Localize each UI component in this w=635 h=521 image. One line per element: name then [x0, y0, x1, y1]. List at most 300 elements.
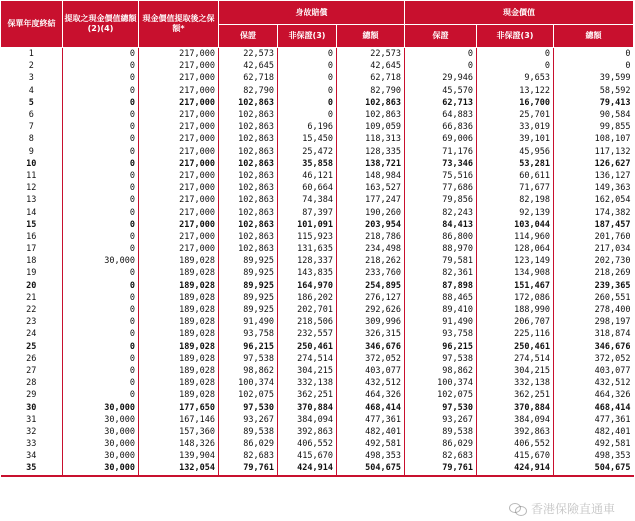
- table-row: [1, 231, 634, 243]
- table-row: [1, 133, 634, 145]
- table-row: [1, 219, 634, 231]
- cell-db-guaranteed: 102,863: [219, 133, 278, 145]
- cell-cv-non-guaranteed: 0: [477, 48, 554, 61]
- cell-cv-guaranteed: 87,898: [405, 280, 477, 292]
- cell-withdrawal: 0: [63, 72, 139, 84]
- cell-year: 4: [28, 85, 34, 96]
- cell-year: 28: [26, 378, 37, 389]
- cell-cv-total: 187,457: [554, 219, 634, 231]
- cell-year: 2: [28, 61, 34, 72]
- cell-cv-non-guaranteed: 71,677: [477, 182, 554, 194]
- cell-db-total: 464,326: [337, 389, 405, 401]
- cell-db-total: 42,645: [337, 60, 405, 72]
- table-row: [1, 377, 634, 389]
- cell-sum-assured: 189,028: [139, 267, 219, 279]
- cell-db-guaranteed: 89,925: [219, 280, 278, 292]
- cell-db-total: 190,260: [337, 206, 405, 218]
- cell-cv-guaranteed: 100,374: [405, 377, 477, 389]
- cell-db-non-guaranteed: 35,858: [278, 158, 337, 170]
- cell-cv-guaranteed: 88,465: [405, 292, 477, 304]
- cell-year: 8: [28, 134, 34, 145]
- cell-db-non-guaranteed: 232,557: [278, 328, 337, 340]
- cell-withdrawal: 0: [63, 60, 139, 72]
- cell-db-non-guaranteed: 362,251: [278, 389, 337, 401]
- cell-withdrawal: 0: [63, 133, 139, 145]
- cell-cv-total: 202,730: [554, 255, 634, 267]
- cell-db-guaranteed: 102,863: [219, 206, 278, 218]
- cell-cv-non-guaranteed: 304,215: [477, 365, 554, 377]
- cell-db-total: 118,313: [337, 133, 405, 145]
- cell-db-total: 203,954: [337, 219, 405, 231]
- cell-cv-non-guaranteed: 39,101: [477, 133, 554, 145]
- cell-db-non-guaranteed: 87,397: [278, 206, 337, 218]
- cell-cv-non-guaranteed: 128,064: [477, 243, 554, 255]
- cell-cv-total: 477,361: [554, 414, 634, 426]
- cell-cv-guaranteed: 82,361: [405, 267, 477, 279]
- cell-year: 29: [26, 390, 37, 401]
- cell-cv-non-guaranteed: 406,552: [477, 438, 554, 450]
- cell-db-total: 218,786: [337, 231, 405, 243]
- cell-year: 33: [26, 439, 37, 450]
- cell-year: 34: [26, 451, 37, 462]
- cell-withdrawal: 0: [63, 182, 139, 194]
- cell-sum-assured: 217,000: [139, 133, 219, 145]
- table-row: [1, 401, 634, 413]
- cell-year: 17: [26, 244, 37, 255]
- cell-db-guaranteed: 102,863: [219, 194, 278, 206]
- table-row: [1, 97, 634, 109]
- cell-withdrawal: 0: [63, 328, 139, 340]
- cell-cv-non-guaranteed: 9,653: [477, 72, 554, 84]
- cell-db-total: 22,573: [337, 48, 405, 61]
- cell-sum-assured: 189,028: [139, 280, 219, 292]
- header-cv-guaranteed: 保證: [405, 25, 477, 48]
- cell-cv-non-guaranteed: 362,251: [477, 389, 554, 401]
- cell-year: 1: [28, 49, 34, 60]
- cell-db-total: 62,718: [337, 72, 405, 84]
- cell-cv-non-guaranteed: 392,863: [477, 426, 554, 438]
- cell-cv-total: 403,077: [554, 365, 634, 377]
- cell-db-total: 128,335: [337, 146, 405, 158]
- cell-withdrawal: 0: [63, 316, 139, 328]
- cell-year: 19: [26, 268, 37, 279]
- cell-db-guaranteed: 86,029: [219, 438, 278, 450]
- cell-db-guaranteed: 102,863: [219, 158, 278, 170]
- cell-db-guaranteed: 89,925: [219, 304, 278, 316]
- cell-cv-guaranteed: 75,516: [405, 170, 477, 182]
- cell-withdrawal: 30,000: [63, 414, 139, 426]
- cell-db-total: 326,315: [337, 328, 405, 340]
- table-row: [1, 85, 634, 97]
- cell-withdrawal: 0: [63, 158, 139, 170]
- cell-cv-guaranteed: 62,713: [405, 97, 477, 109]
- table-row: [1, 170, 634, 182]
- table-row: [1, 365, 634, 377]
- cell-db-non-guaranteed: 15,450: [278, 133, 337, 145]
- cell-withdrawal: 0: [63, 219, 139, 231]
- cell-sum-assured: 132,054: [139, 462, 219, 475]
- cell-cv-non-guaranteed: 45,956: [477, 146, 554, 158]
- cell-db-total: 218,262: [337, 255, 405, 267]
- cell-db-total: 163,527: [337, 182, 405, 194]
- cell-sum-assured: 189,028: [139, 328, 219, 340]
- cell-cv-guaranteed: 82,243: [405, 206, 477, 218]
- cell-db-non-guaranteed: 406,552: [278, 438, 337, 450]
- cell-cv-non-guaranteed: 13,122: [477, 85, 554, 97]
- cell-db-guaranteed: 100,374: [219, 377, 278, 389]
- cell-withdrawal: 0: [63, 97, 139, 109]
- cell-year: 16: [26, 231, 37, 242]
- cell-withdrawal: 0: [63, 48, 139, 61]
- header-db-guaranteed: 保證: [219, 25, 278, 48]
- cell-db-non-guaranteed: 115,923: [278, 231, 337, 243]
- cell-year: 20: [26, 280, 37, 291]
- cell-withdrawal: 30,000: [63, 438, 139, 450]
- cell-db-non-guaranteed: 274,514: [278, 353, 337, 365]
- cell-db-guaranteed: 93,267: [219, 414, 278, 426]
- cell-db-guaranteed: 62,718: [219, 72, 278, 84]
- cell-withdrawal: 30,000: [63, 401, 139, 413]
- cell-cv-guaranteed: 77,686: [405, 182, 477, 194]
- cell-db-non-guaranteed: 424,914: [278, 462, 337, 475]
- cell-withdrawal: 0: [63, 389, 139, 401]
- cell-cv-guaranteed: 93,267: [405, 414, 477, 426]
- cell-cv-guaranteed: 102,075: [405, 389, 477, 401]
- header-sum-assured-after-withdrawal: 現金價值提取後之保額*: [139, 1, 219, 48]
- cell-db-non-guaranteed: 415,670: [278, 450, 337, 462]
- cell-sum-assured: 217,000: [139, 231, 219, 243]
- cell-db-total: 403,077: [337, 365, 405, 377]
- cell-cv-guaranteed: 89,538: [405, 426, 477, 438]
- cell-cv-total: 90,584: [554, 109, 634, 121]
- cell-db-non-guaranteed: 384,094: [278, 414, 337, 426]
- cell-cv-total: 58,592: [554, 85, 634, 97]
- cell-withdrawal: 0: [63, 280, 139, 292]
- header-death-benefit: 身故賠償: [219, 1, 405, 25]
- cell-year: 10: [26, 158, 37, 169]
- cell-sum-assured: 217,000: [139, 121, 219, 133]
- cell-cv-non-guaranteed: 60,611: [477, 170, 554, 182]
- cell-year: 24: [26, 329, 37, 340]
- cell-db-guaranteed: 102,863: [219, 219, 278, 231]
- cell-cv-non-guaranteed: 424,914: [477, 462, 554, 475]
- cell-cv-total: 201,760: [554, 231, 634, 243]
- cell-db-guaranteed: 89,925: [219, 292, 278, 304]
- cell-db-guaranteed: 102,863: [219, 231, 278, 243]
- table-row: [1, 450, 634, 462]
- chat-bubbles-icon: [509, 502, 527, 515]
- cell-cv-total: 464,326: [554, 389, 634, 401]
- cell-withdrawal: 0: [63, 304, 139, 316]
- cell-db-total: 498,353: [337, 450, 405, 462]
- cell-db-total: 254,895: [337, 280, 405, 292]
- table-body: [1, 48, 634, 476]
- cell-cv-guaranteed: 64,883: [405, 109, 477, 121]
- table-header: [1, 1, 634, 48]
- cell-sum-assured: 217,000: [139, 97, 219, 109]
- cell-cv-guaranteed: 82,683: [405, 450, 477, 462]
- cell-sum-assured: 139,904: [139, 450, 219, 462]
- cell-db-guaranteed: 22,573: [219, 48, 278, 61]
- cell-cv-guaranteed: 79,856: [405, 194, 477, 206]
- cell-withdrawal: 0: [63, 194, 139, 206]
- cell-withdrawal: 0: [63, 206, 139, 218]
- cell-db-total: 234,498: [337, 243, 405, 255]
- cell-year: 30: [26, 402, 37, 413]
- header-withdrawal-total: 提取之現金價值總額(2)(4): [63, 1, 139, 48]
- table-row: [1, 414, 634, 426]
- cell-db-total: 468,414: [337, 401, 405, 413]
- cell-cv-non-guaranteed: 274,514: [477, 353, 554, 365]
- cell-db-non-guaranteed: 218,506: [278, 316, 337, 328]
- cell-year: 22: [26, 305, 37, 316]
- cell-cv-guaranteed: 69,006: [405, 133, 477, 145]
- cell-cv-non-guaranteed: 0: [477, 60, 554, 72]
- cell-cv-non-guaranteed: 114,960: [477, 231, 554, 243]
- cell-cv-non-guaranteed: 415,670: [477, 450, 554, 462]
- cell-sum-assured: 148,326: [139, 438, 219, 450]
- cell-cv-non-guaranteed: 206,707: [477, 316, 554, 328]
- cell-year: 35: [1, 462, 63, 475]
- table-row: [1, 316, 634, 328]
- cell-db-guaranteed: 102,863: [219, 109, 278, 121]
- header-policy-year-end: 保單年度終結: [1, 1, 63, 48]
- cell-withdrawal: 0: [63, 341, 139, 353]
- table-row: [1, 328, 634, 340]
- cell-db-total: 138,721: [337, 158, 405, 170]
- table-row: [1, 304, 634, 316]
- cell-db-guaranteed: 89,538: [219, 426, 278, 438]
- cell-cv-non-guaranteed: 16,700: [477, 97, 554, 109]
- cell-db-non-guaranteed: 370,884: [278, 401, 337, 413]
- cell-db-total: 148,984: [337, 170, 405, 182]
- cell-sum-assured: 217,000: [139, 219, 219, 231]
- cell-cv-total: 482,401: [554, 426, 634, 438]
- cell-year: 18: [26, 256, 37, 267]
- cell-db-non-guaranteed: 202,701: [278, 304, 337, 316]
- cell-db-guaranteed: 102,863: [219, 170, 278, 182]
- cell-db-non-guaranteed: 392,863: [278, 426, 337, 438]
- cell-sum-assured: 217,000: [139, 72, 219, 84]
- cell-sum-assured: 217,000: [139, 146, 219, 158]
- cell-cv-total: 346,676: [554, 341, 634, 353]
- cell-db-total: 309,996: [337, 316, 405, 328]
- cell-db-guaranteed: 82,790: [219, 85, 278, 97]
- cell-sum-assured: 217,000: [139, 194, 219, 206]
- cell-cv-total: 0: [554, 60, 634, 72]
- cell-db-non-guaranteed: 0: [278, 60, 337, 72]
- cell-cv-guaranteed: 73,346: [405, 158, 477, 170]
- cell-cv-total: 149,363: [554, 182, 634, 194]
- cell-db-guaranteed: 89,925: [219, 267, 278, 279]
- cell-db-total: 292,626: [337, 304, 405, 316]
- header-cv-total: 總額: [554, 25, 634, 48]
- cell-cv-guaranteed: 0: [405, 60, 477, 72]
- cell-sum-assured: 217,000: [139, 243, 219, 255]
- cell-sum-assured: 217,000: [139, 182, 219, 194]
- cell-cv-non-guaranteed: 134,908: [477, 267, 554, 279]
- cell-db-non-guaranteed: 0: [278, 72, 337, 84]
- cell-cv-total: 136,127: [554, 170, 634, 182]
- cell-db-total: 276,127: [337, 292, 405, 304]
- cell-cv-non-guaranteed: 225,116: [477, 328, 554, 340]
- table-row: [1, 462, 634, 475]
- cell-cv-guaranteed: 98,862: [405, 365, 477, 377]
- cell-cv-guaranteed: 29,946: [405, 72, 477, 84]
- cell-db-guaranteed: 42,645: [219, 60, 278, 72]
- header-db-total: 總額: [337, 25, 405, 48]
- cell-cv-total: 39,599: [554, 72, 634, 84]
- table-row: [1, 206, 634, 218]
- cell-cv-non-guaranteed: 103,044: [477, 219, 554, 231]
- cell-cv-guaranteed: 88,970: [405, 243, 477, 255]
- cell-withdrawal: 30,000: [63, 462, 139, 475]
- cell-db-total: 432,512: [337, 377, 405, 389]
- cell-withdrawal: 30,000: [63, 426, 139, 438]
- cell-year: 32: [26, 426, 37, 437]
- cell-cv-non-guaranteed: 82,198: [477, 194, 554, 206]
- cell-year: 27: [26, 365, 37, 376]
- cell-db-non-guaranteed: 6,196: [278, 121, 337, 133]
- cell-year: 5: [28, 97, 34, 108]
- cell-db-non-guaranteed: 332,138: [278, 377, 337, 389]
- cell-sum-assured: 217,000: [139, 48, 219, 61]
- cell-cv-guaranteed: 89,410: [405, 304, 477, 316]
- cell-db-guaranteed: 91,490: [219, 316, 278, 328]
- cell-db-non-guaranteed: 143,835: [278, 267, 337, 279]
- cell-cv-total: 492,581: [554, 438, 634, 450]
- cell-db-non-guaranteed: 250,461: [278, 341, 337, 353]
- cell-cv-total: 298,197: [554, 316, 634, 328]
- table-row: [1, 182, 634, 194]
- cell-cv-guaranteed: 79,761: [405, 462, 477, 475]
- cell-sum-assured: 167,146: [139, 414, 219, 426]
- cell-db-total: 346,676: [337, 341, 405, 353]
- cell-db-total: 504,675: [337, 462, 405, 475]
- cell-year: 12: [26, 183, 37, 194]
- cell-sum-assured: 189,028: [139, 292, 219, 304]
- cell-year: 31: [26, 414, 37, 425]
- cell-withdrawal: 0: [63, 121, 139, 133]
- cell-withdrawal: 0: [63, 365, 139, 377]
- cell-db-guaranteed: 93,758: [219, 328, 278, 340]
- cell-cv-non-guaranteed: 332,138: [477, 377, 554, 389]
- header-db-non-guaranteed: 非保證(3): [278, 25, 337, 48]
- table-row: [1, 72, 634, 84]
- cell-db-total: 177,247: [337, 194, 405, 206]
- cell-db-total: 109,059: [337, 121, 405, 133]
- table-row: [1, 60, 634, 72]
- cell-db-non-guaranteed: 131,635: [278, 243, 337, 255]
- cell-cv-total: 126,627: [554, 158, 634, 170]
- cell-sum-assured: 189,028: [139, 341, 219, 353]
- cell-db-non-guaranteed: 60,664: [278, 182, 337, 194]
- cell-year: 6: [28, 110, 34, 121]
- cell-withdrawal: 0: [63, 353, 139, 365]
- cell-db-guaranteed: 97,530: [219, 401, 278, 413]
- cell-cv-total: 99,855: [554, 121, 634, 133]
- cell-cv-guaranteed: 0: [405, 48, 477, 61]
- watermark: [509, 500, 615, 517]
- cell-db-total: 82,790: [337, 85, 405, 97]
- cell-db-non-guaranteed: 25,472: [278, 146, 337, 158]
- cell-cv-non-guaranteed: 250,461: [477, 341, 554, 353]
- table-row: [1, 255, 634, 267]
- cell-sum-assured: 189,028: [139, 365, 219, 377]
- cell-year: 11: [26, 170, 37, 181]
- cell-withdrawal: 30,000: [63, 255, 139, 267]
- table-row: [1, 194, 634, 206]
- cell-cv-total: 239,365: [554, 280, 634, 292]
- cell-year: 25: [26, 341, 37, 352]
- cell-cv-non-guaranteed: 172,086: [477, 292, 554, 304]
- table-row: [1, 341, 634, 353]
- cell-db-total: 477,361: [337, 414, 405, 426]
- cell-db-guaranteed: 102,863: [219, 182, 278, 194]
- cell-withdrawal: 0: [63, 109, 139, 121]
- cell-db-guaranteed: 102,863: [219, 243, 278, 255]
- cell-withdrawal: 0: [63, 267, 139, 279]
- cell-cv-total: 504,675: [554, 462, 634, 475]
- cell-year: 9: [28, 146, 34, 157]
- cell-db-total: 372,052: [337, 353, 405, 365]
- cell-db-non-guaranteed: 304,215: [278, 365, 337, 377]
- cell-cv-guaranteed: 45,570: [405, 85, 477, 97]
- table-row: [1, 48, 634, 61]
- cell-sum-assured: 217,000: [139, 158, 219, 170]
- cell-db-non-guaranteed: 164,970: [278, 280, 337, 292]
- cell-year: 15: [26, 219, 37, 230]
- cell-year: 3: [28, 73, 34, 84]
- cell-sum-assured: 189,028: [139, 255, 219, 267]
- cell-db-guaranteed: 102,075: [219, 389, 278, 401]
- cell-cv-non-guaranteed: 53,281: [477, 158, 554, 170]
- cell-cv-non-guaranteed: 370,884: [477, 401, 554, 413]
- cell-sum-assured: 217,000: [139, 109, 219, 121]
- table-row: [1, 267, 634, 279]
- cell-db-guaranteed: 96,215: [219, 341, 278, 353]
- cell-cv-total: 218,269: [554, 267, 634, 279]
- cell-db-guaranteed: 102,863: [219, 146, 278, 158]
- cell-cv-guaranteed: 71,176: [405, 146, 477, 158]
- cell-db-non-guaranteed: 74,384: [278, 194, 337, 206]
- cell-cv-guaranteed: 97,538: [405, 353, 477, 365]
- table-row: [1, 426, 634, 438]
- cell-db-total: 102,863: [337, 109, 405, 121]
- cell-cv-total: 79,413: [554, 97, 634, 109]
- cell-db-non-guaranteed: 46,121: [278, 170, 337, 182]
- cell-cv-guaranteed: 86,800: [405, 231, 477, 243]
- cell-db-guaranteed: 102,863: [219, 97, 278, 109]
- cell-db-guaranteed: 97,538: [219, 353, 278, 365]
- table-row: [1, 438, 634, 450]
- cell-sum-assured: 217,000: [139, 60, 219, 72]
- cell-db-non-guaranteed: 128,337: [278, 255, 337, 267]
- cell-cv-non-guaranteed: 25,701: [477, 109, 554, 121]
- cell-cv-total: 498,353: [554, 450, 634, 462]
- cell-cv-guaranteed: 79,581: [405, 255, 477, 267]
- cell-cv-guaranteed: 84,413: [405, 219, 477, 231]
- cell-db-non-guaranteed: 0: [278, 48, 337, 61]
- cell-db-total: 492,581: [337, 438, 405, 450]
- cell-cv-guaranteed: 66,836: [405, 121, 477, 133]
- cell-withdrawal: 0: [63, 231, 139, 243]
- cell-db-total: 102,863: [337, 97, 405, 109]
- cell-cv-total: 108,107: [554, 133, 634, 145]
- cell-cv-total: 174,382: [554, 206, 634, 218]
- table-row: [1, 109, 634, 121]
- cell-cv-guaranteed: 93,758: [405, 328, 477, 340]
